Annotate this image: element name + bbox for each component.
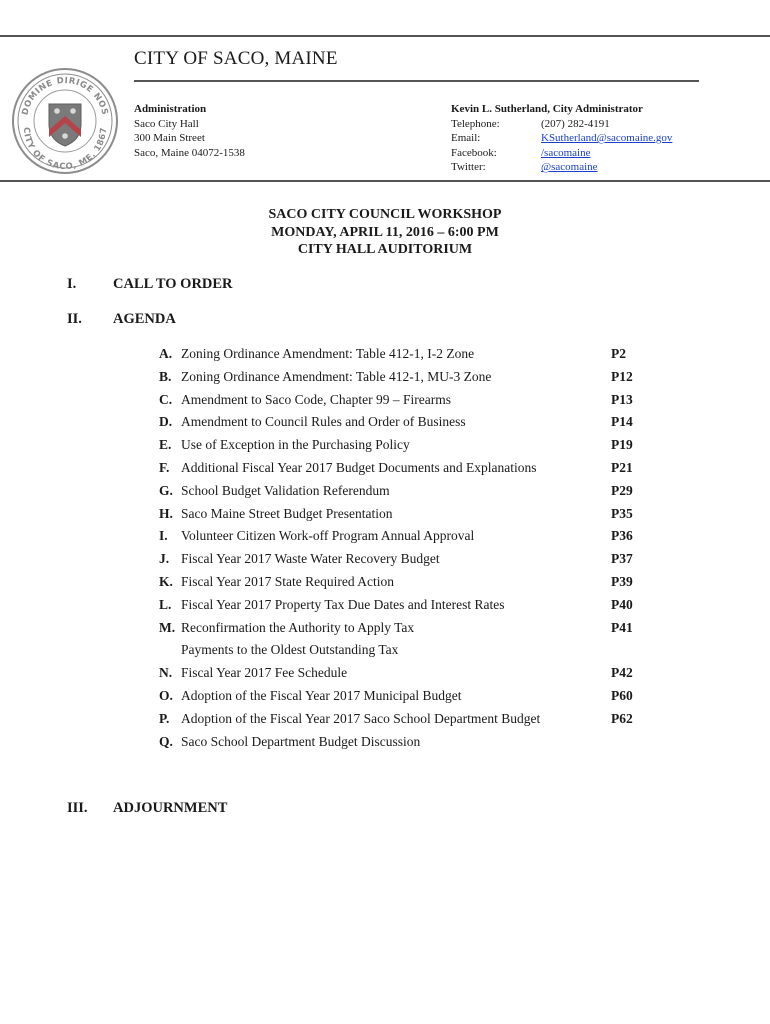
item-letter: Q. <box>159 733 173 749</box>
header-bottom-rule <box>0 180 770 182</box>
agenda-item-p <box>159 711 639 731</box>
item-page: P13 <box>611 391 633 407</box>
agenda-item-f <box>159 460 639 480</box>
office-dept: Administration <box>134 103 207 115</box>
twitter-link[interactable]: @sacomaine <box>541 161 598 174</box>
contact-row-facebook <box>451 146 672 161</box>
meeting-title: SACO CITY COUNCIL WORKSHOP <box>268 207 502 222</box>
item-page: P60 <box>611 688 633 703</box>
agenda-item-g <box>159 483 639 503</box>
item-page: P62 <box>611 710 633 726</box>
agenda-item-m-continued <box>159 642 639 662</box>
agenda-item-a <box>159 346 639 366</box>
item-letter: B. <box>159 368 172 384</box>
item-letter: H. <box>159 505 173 521</box>
item-title: Volunteer Citizen Work-off Program Annual Approval <box>181 528 475 544</box>
item-title: Additional Fiscal Year 2017 Budget Documents and Explanations <box>181 460 537 475</box>
meeting-date: MONDAY, APRIL 11, 2016 – 6:00 PM <box>271 224 499 240</box>
item-letter: C. <box>159 391 173 407</box>
item-letter: G. <box>159 482 173 498</box>
item-letter: I. <box>159 528 168 544</box>
email-link[interactable]: KSutherland@sacomaine.gov <box>541 132 673 145</box>
item-page: P19 <box>611 437 633 453</box>
city-seal <box>10 66 120 176</box>
item-page: P36 <box>611 528 633 544</box>
item-letter: N. <box>159 665 173 681</box>
agenda-item-c <box>159 392 639 412</box>
address-line-1: Saco City Hall <box>134 117 199 130</box>
item-title: Fiscal Year 2017 Property Tax Due Dates and Interest Rates <box>181 596 505 612</box>
agenda-item-m <box>159 620 639 640</box>
title-underline <box>134 80 699 82</box>
item-title: Reconfirmation the Authority to Apply Tax <box>181 619 415 635</box>
item-letter: D. <box>159 414 173 430</box>
telephone-label: Telephone: <box>451 117 500 130</box>
item-letter: L. <box>159 596 172 612</box>
item-title: Use of Exception in the Purchasing Policy <box>181 437 410 453</box>
agenda-item-b <box>159 369 639 389</box>
item-page: P39 <box>611 574 633 589</box>
item-letter: F. <box>159 460 170 475</box>
item-title: Zoning Ordinance Amendment: Table 412-1, I-2 Zone <box>181 346 475 361</box>
item-title: Fiscal Year 2017 State Required Action <box>181 574 394 589</box>
section-number: II. <box>67 311 82 327</box>
agenda-item-e <box>159 437 639 457</box>
agenda-item-k <box>159 574 639 594</box>
contact-block <box>451 102 672 175</box>
contact-row-telephone <box>451 117 672 132</box>
email-label: Email: <box>451 132 481 145</box>
section-title: CALL TO ORDER <box>113 276 233 292</box>
item-letter: E. <box>159 437 172 453</box>
agenda-item-d <box>159 414 639 434</box>
item-title: School Budget Validation Referendum <box>181 482 390 498</box>
section-title: ADJOURNMENT <box>113 800 228 816</box>
section-number: III. <box>67 800 88 816</box>
item-letter: A. <box>159 346 173 361</box>
item-page: P35 <box>611 505 633 521</box>
section-title: AGENDA <box>113 311 176 327</box>
item-page: P21 <box>611 460 633 475</box>
item-title: Adoption of the Fiscal Year 2017 Saco School Department Budget <box>181 710 541 726</box>
item-title: Amendment to Saco Code, Chapter 99 – Firearms <box>181 391 451 407</box>
item-page: P42 <box>611 665 633 681</box>
item-page: P40 <box>611 596 633 612</box>
item-letter: O. <box>159 688 173 703</box>
meeting-heading <box>0 206 770 259</box>
city-title: CITY OF SACO, MAINE <box>134 48 338 69</box>
agenda-item-h <box>159 506 639 526</box>
item-title: Amendment to Council Rules and Order of Business <box>181 414 466 430</box>
item-title: Zoning Ordinance Amendment: Table 412-1, MU-3 Zone <box>181 368 492 384</box>
contact-row-twitter <box>451 160 672 175</box>
seal-city-text: CITY OF SACO, ME. 1867 <box>20 126 110 173</box>
agenda-item-j <box>159 551 639 571</box>
item-title: Fiscal Year 2017 Waste Water Recovery Budget <box>181 551 440 567</box>
item-page: P41 <box>611 619 633 635</box>
item-page: P12 <box>611 368 633 384</box>
telephone-value: (207) 282-4191 <box>541 117 610 130</box>
item-title: Saco Maine Street Budget Presentation <box>181 505 393 521</box>
item-page: P2 <box>611 346 626 361</box>
office-address <box>134 102 245 160</box>
item-letter: M. <box>159 619 176 635</box>
item-page: P29 <box>611 482 633 498</box>
item-page: P37 <box>611 551 633 567</box>
agenda-item-i <box>159 528 639 548</box>
address-line-2: 300 Main Street <box>134 132 205 145</box>
agenda-item-o <box>159 688 639 708</box>
agenda-item-q <box>159 734 639 754</box>
item-letter: K. <box>159 574 173 589</box>
agenda-item-l <box>159 597 639 617</box>
seal-motto: DOMINE DIRIGE NOS <box>20 75 110 117</box>
meeting-location: CITY HALL AUDITORIUM <box>297 242 473 257</box>
item-title: Fiscal Year 2017 Fee Schedule <box>181 665 348 681</box>
item-letter: J. <box>159 551 170 567</box>
item-title: Adoption of the Fiscal Year 2017 Municipal Budget <box>181 688 462 703</box>
facebook-link[interactable]: /sacomaine <box>541 146 591 159</box>
item-title: Saco School Department Budget Discussion <box>181 733 421 749</box>
address-line-3: Saco, Maine 04072-1538 <box>134 146 245 159</box>
item-page: P14 <box>611 414 633 430</box>
contact-row-email <box>451 131 672 146</box>
administrator-name: Kevin L. Sutherland, City Administrator <box>451 103 643 115</box>
item-letter: P. <box>159 710 170 726</box>
section-number: I. <box>67 276 77 292</box>
twitter-label: Twitter: <box>451 161 486 174</box>
agenda-item-n <box>159 665 639 685</box>
facebook-label: Facebook: <box>451 146 497 159</box>
top-rule <box>0 35 770 37</box>
item-title: Payments to the Oldest Outstanding Tax <box>181 642 399 658</box>
